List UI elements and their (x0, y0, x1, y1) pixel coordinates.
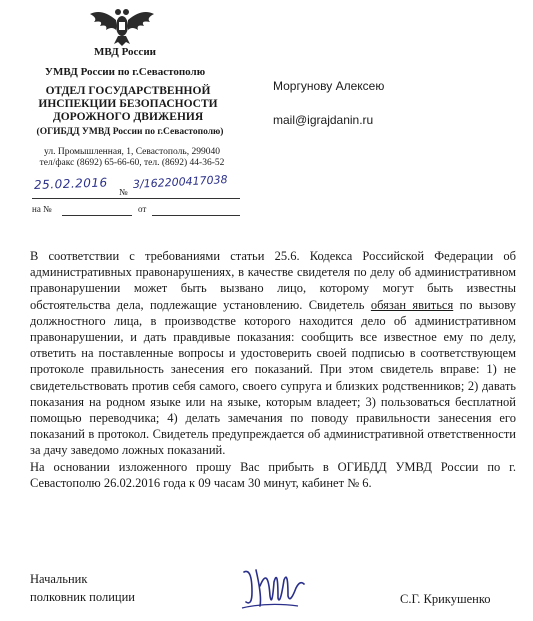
handwritten-signature-icon (238, 562, 308, 614)
registration-number: 3/162200417038 (132, 173, 228, 191)
reference-date-line (152, 215, 240, 216)
recipient-email: mail@igrajdanin.ru (273, 113, 374, 127)
registration-underline (32, 198, 240, 199)
double-headed-eagle-emblem-icon (88, 4, 156, 46)
reference-number-label: на № (32, 204, 52, 214)
department-abbreviation: (ОГИБДД УМВД России по г.Севастополю) (36, 127, 224, 137)
registration-date: 25.02.2016 (33, 175, 108, 192)
signer-name: С.Г. Крикушенко (400, 592, 491, 606)
department-parent-name: УМВД России по г.Севастополю (44, 66, 206, 78)
signer-position-line-1: Начальник (30, 572, 88, 586)
department-name (28, 85, 228, 124)
recipient-name: Моргунову Алексею (273, 79, 385, 93)
ministry-name: МВД России (93, 46, 156, 58)
letter-body (30, 248, 516, 491)
department-line-2: ИНСПЕКЦИИ БЕЗОПАСНОСТИ (38, 98, 218, 110)
department-address (22, 147, 242, 169)
body-paragraph-2: На основании изложенного прошу Вас прибыть в ОГИБДД УМВД России по г. Севастополю 26.02.2016 года к 09 часам 30 минут, кабинет № 6. (30, 459, 516, 490)
department-line-1: ОТДЕЛ ГОСУДАРСТВЕННОЙ (45, 85, 211, 97)
department-line-3: ДОРОЖНОГО ДВИЖЕНИЯ (52, 111, 204, 123)
address-line-2: тел/факс (8692) 65-66-60, тел. (8692) 44-36-52 (39, 158, 225, 168)
body-paragraph-1: В соответствии с требованиями статьи 25.6. Кодекса Российской Федерации об административных правонарушениях, в качестве свидетеля по делу об административном правонарушении может быть вызвано лицо, которому могут быть известны обстоятельства дела, подлежащие установлению. Свидетель обязан явиться по вызову должностного лица, в производстве которого находится дело об административном правонарушении, и дать правдивые показания: сообщить все известное ему по делу, ответить на поставленные вопросы и удостоверить своей подписью в соответствующем протоколе правильность занесения его показаний. При этом свидетель вправе: 1) не свидетельствовать против себя самого, своего супруга и близких родственников; 2) давать показания на родном языке или на языке, которым владеет; 3) пользоваться бесплатной помощью переводчика; 4) делать замечания по поводу правильности занесения его показаний в протокол. Свидетель предупреждается об административной ответственности за дачу заведомо ложных показаний. (30, 249, 516, 458)
signer-position-line-2: полковник полиции (30, 590, 135, 604)
reference-date-label: от (138, 204, 147, 214)
address-line-1: ул. Промышленная, 1, Севастополь, 299040 (44, 147, 220, 157)
reference-number-line (62, 215, 132, 216)
registration-number-label: № (119, 187, 128, 197)
underlined-obligation: обязан явиться (370, 297, 454, 312)
